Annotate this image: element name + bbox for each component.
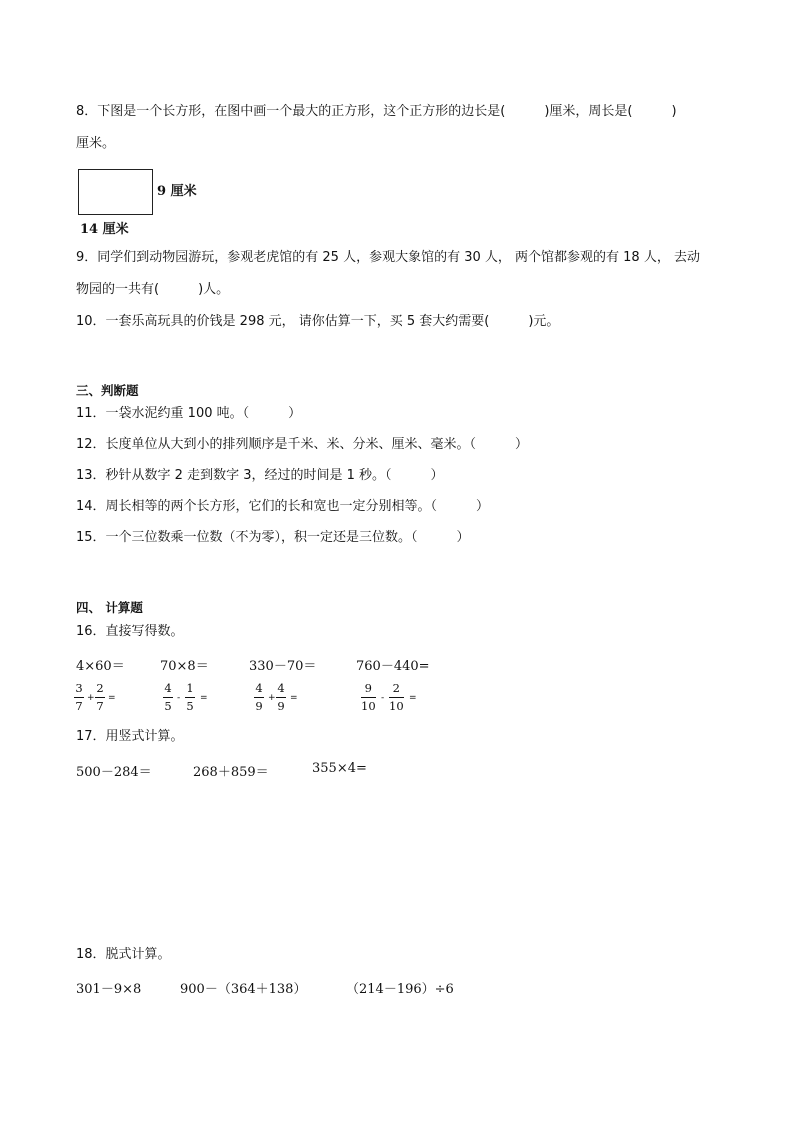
q14-text: 14．周长相等的两个长方形，它们的长和宽也一定分别相等。（ ） bbox=[76, 499, 490, 514]
q18-item-3: （214－196）÷6 bbox=[346, 982, 454, 997]
operator: + bbox=[87, 693, 95, 703]
q17-item-1: 500－284＝ bbox=[76, 765, 152, 780]
equals-sign: = bbox=[290, 693, 298, 703]
q17-item-3: 355×4= bbox=[312, 761, 367, 776]
q15-text: 15．一个三位数乘一位数（不为零），积一定还是三位数。（ ） bbox=[76, 530, 470, 545]
operator: - bbox=[381, 693, 385, 703]
operator: - bbox=[177, 693, 181, 703]
q18-item-2: 900－（364＋138） bbox=[180, 982, 307, 997]
fraction: 2 10 bbox=[389, 681, 404, 713]
q16-title: 16．直接写得数。 bbox=[76, 624, 184, 639]
fraction: 1 5 bbox=[186, 681, 194, 713]
q16-item-2: 70×8＝ bbox=[160, 659, 209, 674]
q17-item-2: 268＋859＝ bbox=[193, 765, 269, 780]
q9-line2: 物园的一共有( )人。 bbox=[76, 282, 230, 297]
q13-text: 13．秒针从数字 2 走到数字 3，经过的时间是 1 秒。（ ） bbox=[76, 468, 444, 483]
fraction: 4 9 bbox=[277, 681, 285, 713]
operator: + bbox=[268, 693, 276, 703]
q8-line2: 厘米。 bbox=[76, 136, 116, 151]
equals-sign: = bbox=[409, 693, 417, 703]
q16-item-1: 4×60＝ bbox=[76, 659, 125, 674]
rectangle-width-label: 14 厘米 bbox=[80, 222, 129, 237]
q8-line1: 8．下图是一个长方形，在图中画一个最大的正方形，这个正方形的边长是( )厘米，周长是( ) bbox=[76, 104, 677, 119]
equals-sign: = bbox=[200, 693, 208, 703]
q18-item-1: 301－9×8 bbox=[76, 982, 142, 997]
rectangle-height-label: 9 厘米 bbox=[157, 184, 197, 199]
rectangle-figure bbox=[78, 169, 153, 215]
q9-line1: 9．同学们到动物园游玩，参观老虎馆的有 25 人，参观大象馆的有 30 人， 两个馆都参观的有 18 人， 去动 bbox=[76, 250, 700, 265]
q10-text: 10．一套乐高玩具的价钱是 298 元， 请你估算一下，买 5 套大约需要( )元。 bbox=[76, 314, 560, 329]
fraction: 4 5 bbox=[164, 681, 172, 713]
q17-title: 17．用竖式计算。 bbox=[76, 729, 184, 744]
section3-title: 三、判断题 bbox=[76, 383, 139, 398]
q16-item-3: 330－70＝ bbox=[249, 659, 317, 674]
fraction: 3 7 bbox=[75, 681, 83, 713]
fraction: 9 10 bbox=[361, 681, 376, 713]
q18-title: 18．脱式计算。 bbox=[76, 947, 171, 962]
q16-item-4: 760－440= bbox=[356, 659, 430, 674]
fraction: 4 9 bbox=[255, 681, 263, 713]
fraction: 2 7 bbox=[96, 681, 104, 713]
equals-sign: = bbox=[108, 693, 116, 703]
q11-text: 11．一袋水泥约重 100 吨。（ ） bbox=[76, 406, 302, 421]
section4-title: 四、 计算题 bbox=[76, 600, 143, 615]
q12-text: 12．长度单位从大到小的排列顺序是千米、米、分米、厘米、毫米。（ ） bbox=[76, 437, 529, 452]
